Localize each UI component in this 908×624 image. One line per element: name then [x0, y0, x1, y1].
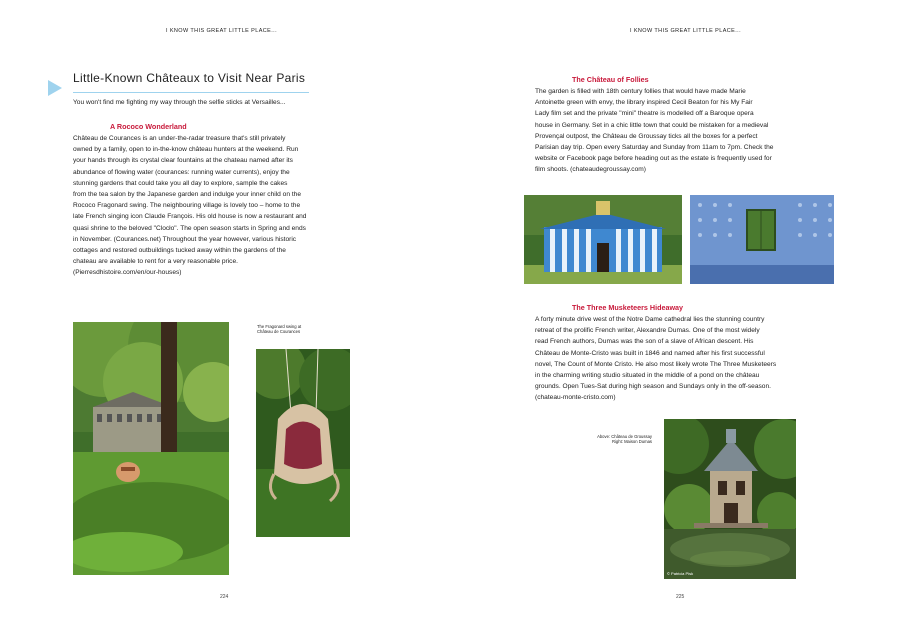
caption-line: The Fragonard swing at — [257, 324, 302, 329]
body-line: Rococo Fragonard swing. The neighbouring village is lovely too – home to the — [73, 202, 301, 210]
section-heading-rococo: A Rococo Wonderland — [110, 122, 187, 131]
body-line: in November. (Courances.net) Throughout the year however, various historic — [73, 235, 297, 243]
photo-tartar-tent — [524, 195, 682, 284]
photo-credit: © Patricia Pisk — [667, 571, 694, 576]
running-head-right: I KNOW THIS GREAT LITTLE PLACE... — [630, 28, 741, 34]
caption-line: Above: Château de Groussay — [597, 434, 652, 439]
intro-text: You won't find me fighting my way through the selfie sticks at Versailles... — [73, 99, 286, 106]
body-line: film shoots. (chateaudegroussay.com) — [535, 166, 646, 174]
body-line: Château de Monte-Cristo was built in 1846 and named after his first successful — [535, 349, 765, 357]
body-line: Château de Courances is an under-the-radar treasure that's still privately — [73, 135, 286, 142]
body-line: Antoinette green with envy, the library inspired Cecil Beaton for his My Fair — [535, 99, 753, 107]
section-heading-musketeers: The Three Musketeers Hideaway — [572, 303, 684, 312]
photo-chateau-courances — [73, 322, 229, 575]
right-page — [454, 0, 908, 624]
body-line: cottages and restored outbuildings tucked away within the gardens of the — [73, 247, 286, 255]
body-line: in the charming writing studio situated in the middle of a pond on the château — [535, 372, 760, 380]
body-line: chateau are available to rent for a very reasonable price. — [73, 258, 238, 266]
body-line: from the tea salon by the Japanese garden and indulge your inner child on the — [73, 191, 302, 199]
arrow-icon — [48, 80, 62, 96]
body-line: your hands through its crystal clear fountains at the chateau named after its — [73, 157, 293, 165]
body-line: grounds. Open Tues-Sat during high season and Sundays only in the off-season. — [535, 383, 771, 391]
section-body-musketeers — [535, 314, 776, 404]
section-body-follies — [535, 86, 773, 176]
body-line: (chateau-monte-cristo.com) — [535, 394, 616, 402]
body-line: The garden is filled with 18th century follies that would have made Marie — [535, 88, 746, 95]
article-title: Little-Known Châteaux to Visit Near Paris — [73, 71, 306, 85]
page-number-left: 224 — [220, 594, 229, 600]
body-line: Provençal outpost, the Château de Groussay ticks all the boxes for a perfect — [535, 132, 758, 140]
caption-line: Right: Maison Dumas — [611, 439, 652, 445]
body-line: Lady film set and the private "mini" theatre is modelled off a Baroque opera — [535, 110, 754, 118]
page-number-right: 225 — [676, 594, 685, 600]
body-line: A forty minute drive west of the Notre Dame cathedral lies the stunning country — [535, 316, 765, 323]
photo-dumas-studio — [664, 419, 796, 579]
caption-line: Château de Courances — [257, 329, 301, 335]
photo-fragonard-swing — [256, 349, 350, 537]
section-body-rococo — [73, 133, 306, 279]
body-line: Parisian day trip. Open every Saturday and Sunday from 11am to 7pm. Check the — [535, 144, 774, 152]
body-line: stunning gardens that could take you all day to explore, sample the cakes — [73, 179, 288, 187]
running-head-left: I KNOW THIS GREAT LITTLE PLACE... — [166, 28, 277, 34]
body-line: novel, The Count of Monte Cristo. He also most likely wrote The Three Musketeers — [535, 360, 777, 368]
body-line: abundance of flowing water (courances: running water currents), enjoy the — [73, 168, 290, 176]
body-line: late French singing icon Claude François. His old house is now a restaurant and — [73, 213, 307, 221]
body-line: quasi shrine to the beloved "Clocło". The open season starts in Spring and ends — [73, 224, 306, 232]
title-rule — [73, 92, 309, 93]
caption-swing — [257, 324, 301, 334]
caption-right — [586, 434, 652, 444]
photo-tent-interior — [690, 195, 834, 284]
body-line: (Pierresdhistoire.com/en/our-houses) — [73, 269, 182, 277]
body-line: retreat of the prolific French writer, Alexandre Dumas. One of the most widely — [535, 327, 760, 335]
body-line: website or Facebook page before heading out as the estate is frequently used for — [535, 155, 772, 163]
body-line: owned by a family, open to in-the-know château hunters at the weekend. Run — [73, 146, 299, 154]
body-line: read French authors, Dumas was the son of a slave of African descent. His — [535, 338, 754, 346]
section-heading-follies: The Château of Follies — [572, 75, 649, 84]
body-line: house in Germany. Set in a chic little town that could be mistaken for a medieval — [535, 121, 769, 129]
